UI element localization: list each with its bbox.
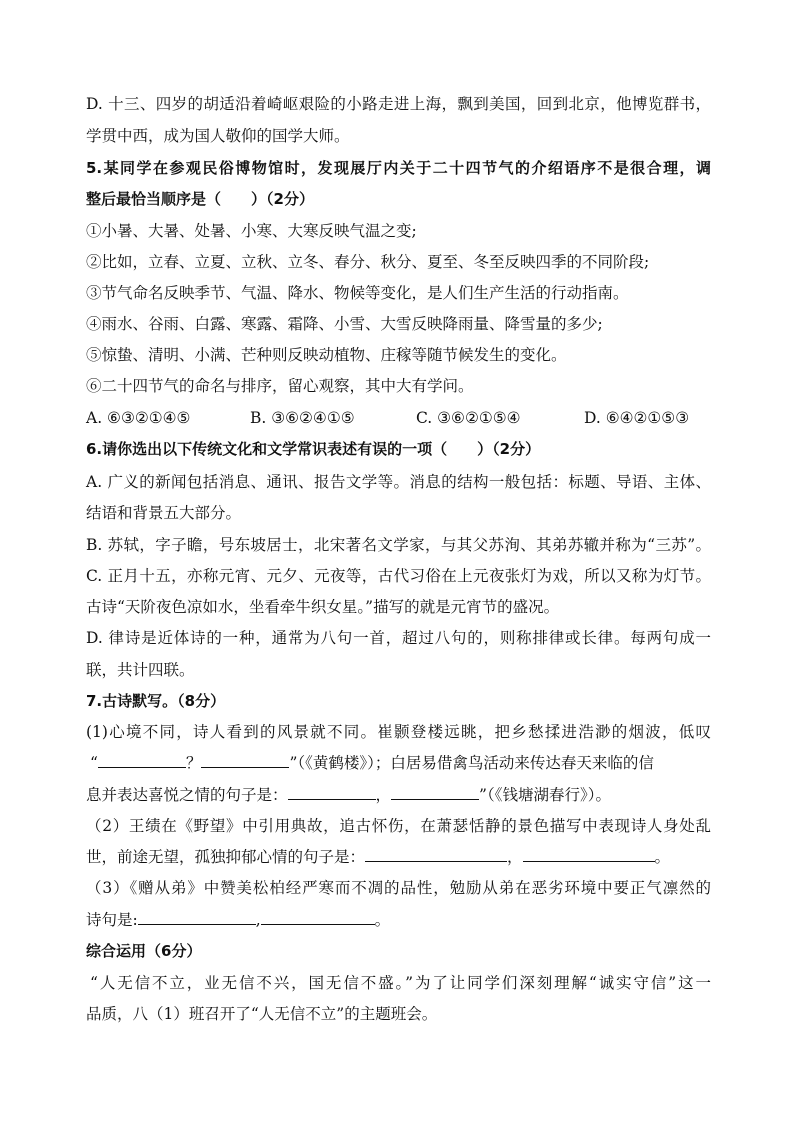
q7-1-blank-4[interactable]: [391, 785, 479, 800]
q7-1-line-3: [86, 785, 711, 805]
q6-option-c-line-2: 古诗“天阶夜色凉如水，坐看牵牛织女星。”描写的就是元宵节的盛况。: [86, 598, 560, 616]
q6-option-d-line-1: D. 律诗是近体诗的一种，通常为八句一首，超过八句的，则称排律或长律。每两句成一: [86, 629, 711, 647]
option-d-line-1: D. 十三、四岁的胡适沿着崎岖艰险的小路走进上海，飘到美国，回到北京，他博览群书，: [86, 95, 711, 113]
q7-2-period: 。: [654, 848, 671, 866]
q5-option-d[interactable]: D. ⑥④②①⑤③: [584, 409, 690, 427]
q7-3-line-1: （3）《赠从弟》中赞美松柏经严寒而不凋的品性，勉励从弟在恶劣环境中要正气凛然的: [86, 879, 711, 897]
question-5-title-line-1: 5.某同学在参观民俗博物馆时，发现展厅内关于二十四节气的介绍语序不是很合理，调: [86, 159, 711, 177]
q5-option-a[interactable]: A. ⑥③②①④⑤: [86, 409, 191, 427]
q7-3-prefix: 诗句是:: [86, 911, 138, 929]
question-6-title: 6.请你选出以下传统文化和文学常识表述有误的一项（ ）（2分）: [86, 440, 541, 458]
q5-sentence-4: ④雨水、谷雨、白露、寒露、霜降、小雪、大雪反映降雨量、降雪量的多少;: [86, 315, 603, 333]
q5-sentence-3: ③节气命名反映季节、气温、降水、物候等变化，是人们生产生活的行动指南。: [86, 284, 629, 302]
q7-1-open-quote: “: [90, 754, 98, 772]
q7-2-line-2: [86, 847, 711, 867]
q7-2-blank-2[interactable]: [523, 847, 655, 862]
q6-option-d-line-2: 联，共计四联。: [86, 661, 195, 679]
q5-sentence-1: ①小暑、大暑、处暑、小寒、大寒反映气温之变;: [86, 222, 417, 240]
q7-2-line-1: （2）王绩在《野望》中引用典故，追古怀伤，在萧瑟恬静的景色描写中表现诗人身处乱: [86, 817, 711, 835]
q7-1-blank-2[interactable]: [201, 753, 289, 768]
q6-option-a-line-1: A. 广义的新闻包括消息、通讯、报告文学等。消息的结构一般包括：标题、导语、主体、: [86, 473, 711, 491]
q7-1-comma: ，: [375, 786, 392, 804]
q7-1-question-mark: ？: [185, 754, 202, 772]
q5-sentence-6: ⑥二十四节气的命名与排序，留心观察，其中大有学问。: [86, 377, 474, 395]
q6-option-c-line-1: C. 正月十五，亦称元宵、元夕、元夜等，古代习俗在上元夜张灯为戏，所以又称为灯节。: [86, 567, 711, 585]
q5-sentence-5: ⑤惊蛰、清明、小满、芒种则反映动植物、庄稼等随节候发生的变化。: [86, 346, 567, 364]
q7-3-period: 。: [374, 911, 391, 929]
q5-option-b[interactable]: B. ③⑥②④①⑤: [250, 409, 355, 427]
q7-3-blank-1[interactable]: [138, 910, 256, 925]
q5-sentence-2: ②比如，立春、立夏、立秋、立冬、春分、秋分、夏至、冬至反映四季的不同阶段;: [86, 253, 650, 271]
q7-1-blank-1[interactable]: [98, 753, 186, 768]
q5-option-c[interactable]: C. ③⑥②①⑤④: [416, 409, 521, 427]
q7-1-suffix: ”（《钱塘湖春行》）。: [479, 786, 611, 804]
q7-1-line-1: (1)心境不同，诗人看到的风景就不同。崔颢登楼远眺，把乡愁揉进浩渺的烟波，低叹: [86, 723, 711, 741]
q7-1-blank-3[interactable]: [288, 785, 376, 800]
q7-1-line-2: [90, 753, 715, 773]
q7-2-comma: ，: [507, 848, 523, 866]
q7-3-blank-2[interactable]: [261, 910, 375, 925]
q6-option-a-line-2: 结语和背景五大部分。: [86, 504, 242, 522]
q6-option-b: B. 苏轼，字子瞻，号东坡居士，北宋著名文学家，与其父苏洵、其弟苏辙并称为“三苏”。: [86, 536, 711, 554]
q7-3-line-2: [86, 910, 711, 930]
q7-2-prefix: 世，前途无望，孤独抑郁心情的句子是：: [86, 848, 366, 866]
q7-3-comma: ,: [255, 911, 261, 929]
question-7-title: 7.古诗默写。（8分）: [86, 692, 226, 710]
comprehensive-para-line-1: “人无信不立，业无信不兴，国无信不盛。”为了让同学们深刻理解“诚实守信”这一: [90, 974, 711, 992]
q7-1-prefix: 息并表达喜悦之情的句子是：: [86, 786, 288, 804]
comprehensive-para-line-2: 品质，八（1）班召开了“人无信不立”的主题班会。: [86, 1005, 438, 1023]
option-d-line-2: 学贯中西，成为国人敬仰的国学大师。: [86, 127, 350, 145]
comprehensive-title: 综合运用（6分）: [86, 942, 202, 960]
q7-1-mid-text: ”（《黄鹤楼》）；白居易借禽鸟活动来传达春天来临的信: [289, 754, 654, 772]
q5-options-row: [86, 408, 711, 428]
question-5-title-line-2: 整后最恰当顺序是（ ）（2分）: [86, 190, 314, 208]
q7-2-blank-1[interactable]: [365, 847, 507, 862]
